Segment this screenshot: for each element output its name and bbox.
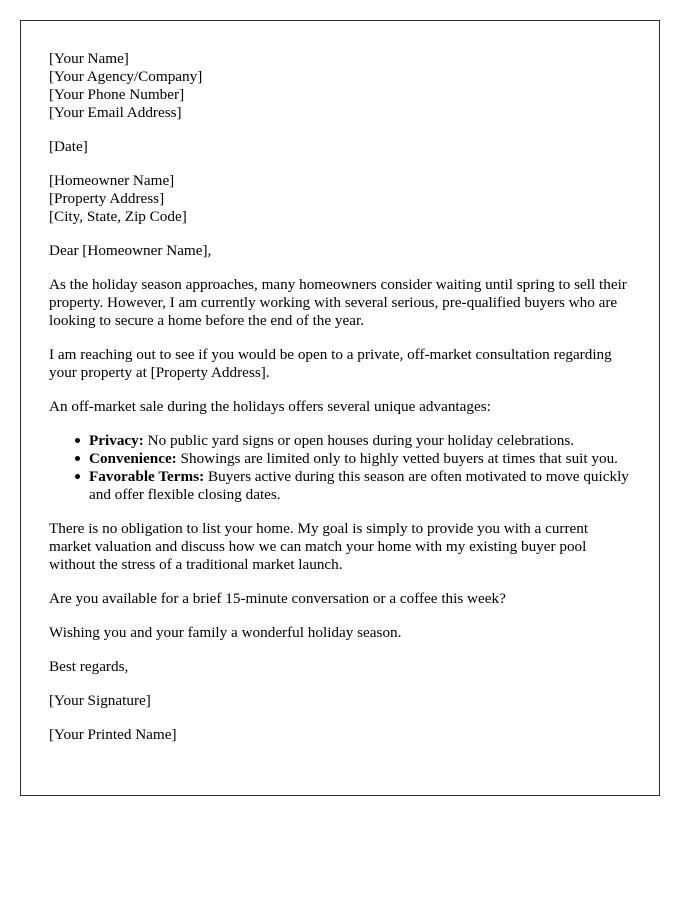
paragraph-advantages-intro: An off-market sale during the holidays offers several unique advantages:: [49, 398, 491, 415]
signature: [Your Signature]: [49, 692, 151, 709]
sender-name: [Your Name]: [49, 50, 129, 67]
advantage-text: No public yard signs or open houses during your holiday celebrations.: [143, 432, 575, 449]
sender-phone: [Your Phone Number]: [49, 86, 185, 103]
advantage-text: Showings are limited only to highly vetted buyers at times that suit you.: [176, 450, 618, 467]
printed-name: [Your Printed Name]: [49, 726, 177, 743]
paragraph-intro: As the holiday season approaches, many homeowners consider waiting until spring to sell their property. However, I am currently working with several serious, pre-qualified buyers who are looking to secure a home before the end of the year.: [49, 276, 627, 329]
recipient-block: [49, 172, 631, 226]
recipient-address: [Property Address]: [49, 190, 165, 207]
closing: Best regards,: [49, 658, 129, 675]
paragraph-question: Are you available for a brief 15-minute conversation or a coffee this week?: [49, 590, 506, 607]
sender-agency: [Your Agency/Company]: [49, 68, 203, 85]
list-item: [89, 468, 631, 504]
sender-block: [49, 50, 631, 122]
paragraph-obligation: There is no obligation to list your home. My goal is simply to provide you with a current market valuation and discuss how we can match your home with my existing buyer pool without the stress of a traditional market launch.: [49, 520, 589, 573]
letter-date: [Date]: [49, 138, 88, 155]
salutation: Dear [Homeowner Name],: [49, 242, 212, 259]
letter: [20, 20, 660, 796]
advantages-list: [49, 432, 631, 504]
recipient-city-state-zip: [City, State, Zip Code]: [49, 208, 187, 225]
list-item: [89, 450, 631, 468]
advantage-term: Favorable Terms:: [89, 468, 205, 485]
advantage-term: Convenience:: [89, 450, 177, 467]
advantage-text: Buyers active during this season are often motivated to move quickly and offer flexible closing dates.: [89, 468, 629, 503]
paragraph-wishes: Wishing you and your family a wonderful holiday season.: [49, 624, 402, 641]
advantage-term: Privacy:: [89, 432, 144, 449]
list-item: [89, 432, 631, 450]
recipient-name: [Homeowner Name]: [49, 172, 175, 189]
sender-email: [Your Email Address]: [49, 104, 182, 121]
paragraph-outreach: I am reaching out to see if you would be open to a private, off-market consultation regarding your property at [Property Address].: [49, 346, 612, 381]
